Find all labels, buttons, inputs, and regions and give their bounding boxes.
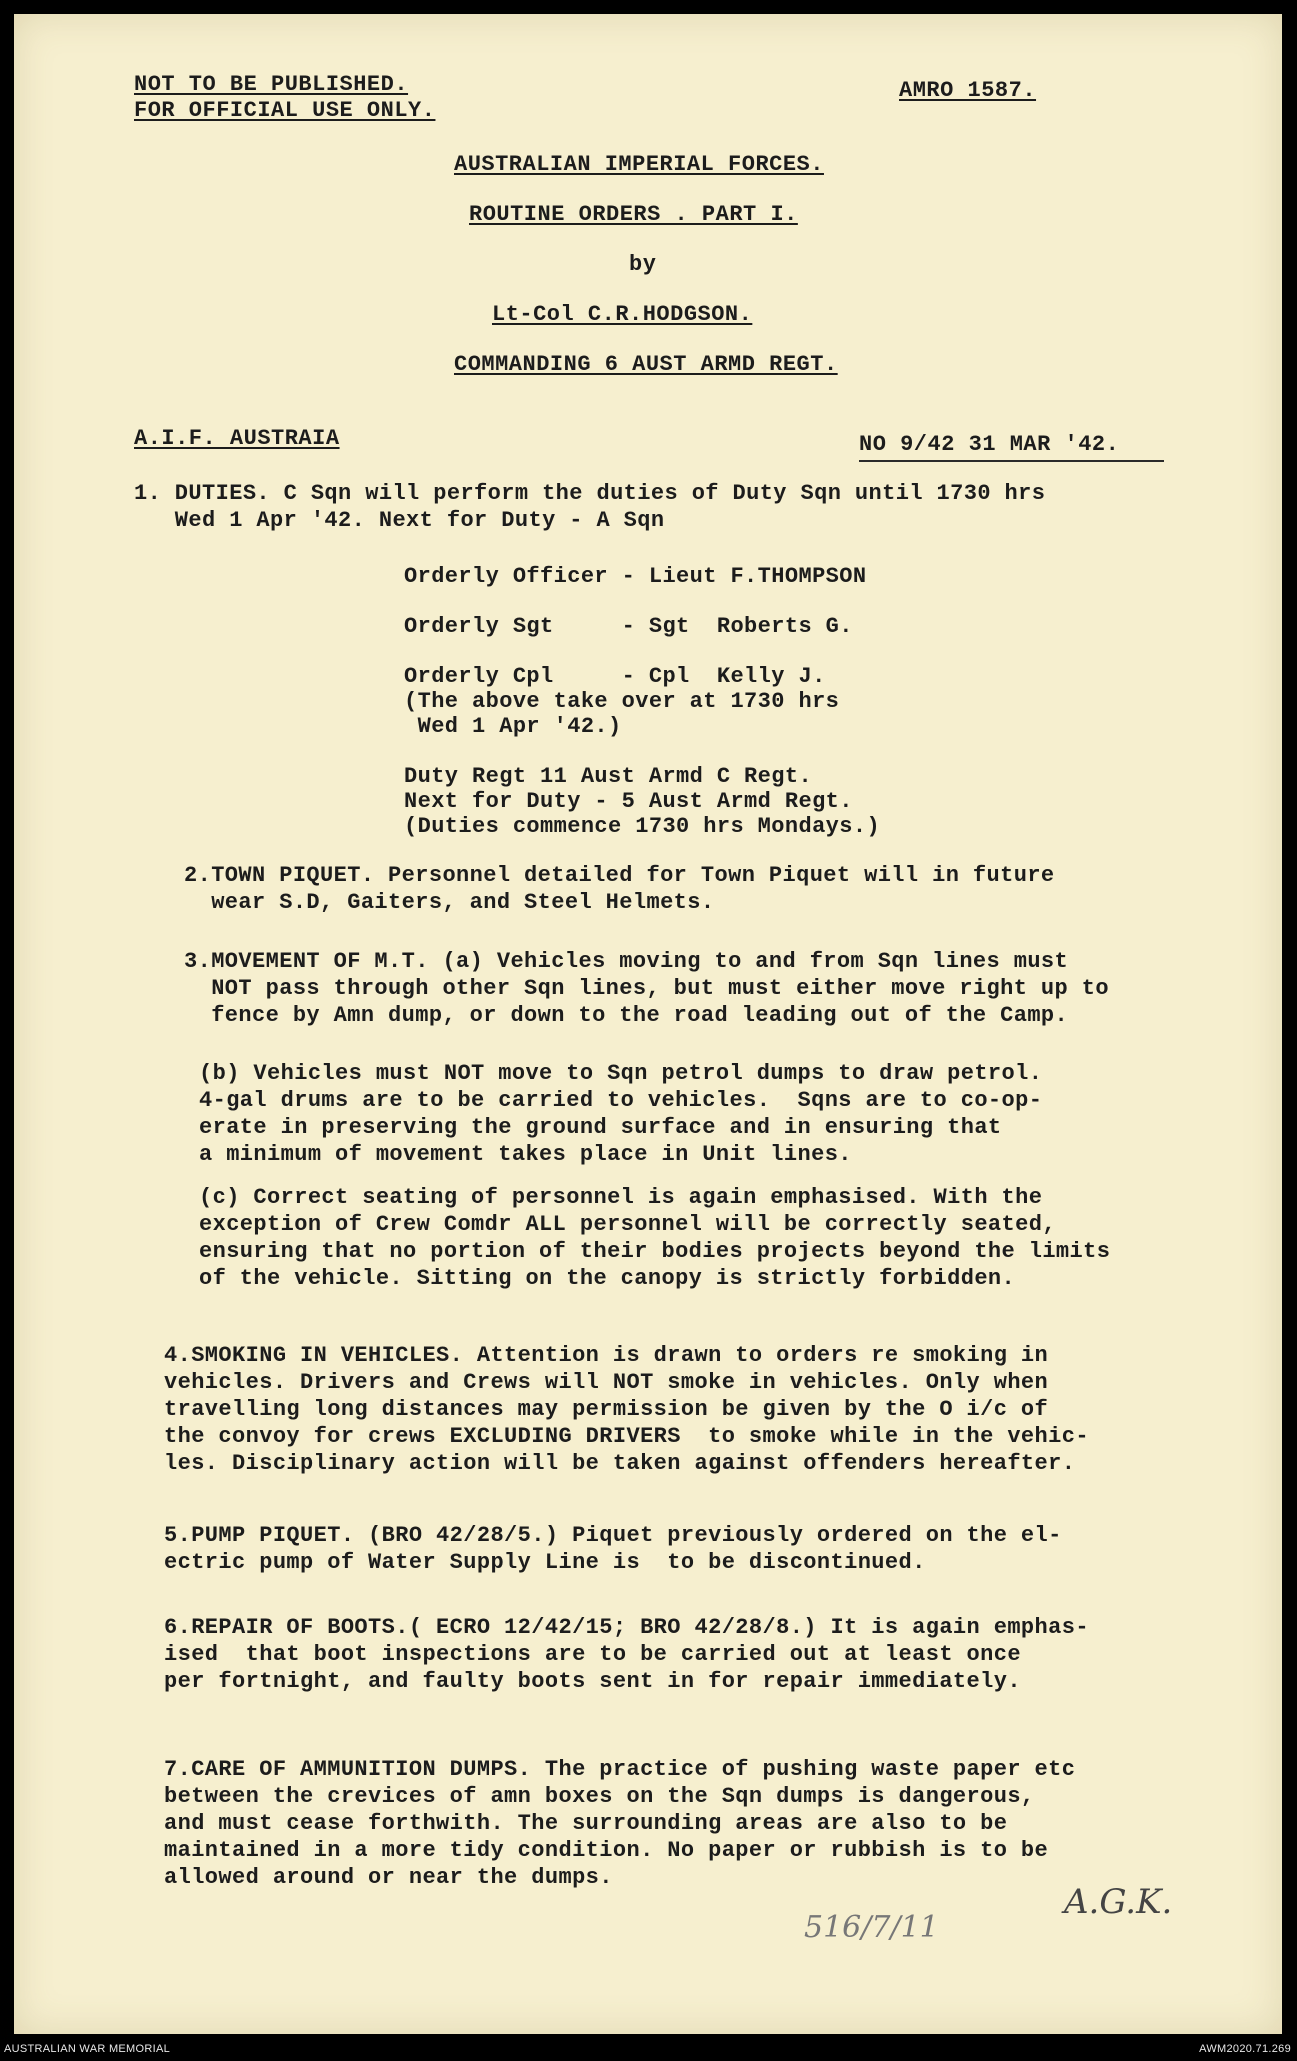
header-underline <box>859 460 1164 462</box>
official-use-notice: FOR OFFICIAL USE ONLY. <box>134 98 436 123</box>
document-page <box>14 14 1282 2034</box>
title-line-4: Lt-Col C.R.HODGSON. <box>492 302 753 327</box>
item-1-duty-roster: Orderly Officer - Lieut F.THOMPSON Orderly Sgt - Sgt Roberts G. Orderly Cpl - Cpl Kelly J. (The above take over at 1730 hrs Wed 1 Apr '42.) Duty Regt 11 Aust Armd C Regt. Next for Duty - 5 Aust Armd Regt. (Duties commence 1730 hrs Mondays.) <box>404 564 881 839</box>
reference-number: AMRO 1587. <box>899 78 1037 103</box>
title-line-2: ROUTINE ORDERS . PART I. <box>469 202 798 227</box>
handwritten-initials: A.G.K. <box>1064 1882 1173 1922</box>
item-5-pump-piquet: 5.PUMP PIQUET. (BRO 42/28/5.) Piquet previously ordered on the el- ectric pump of Water Supply Line is to be discontinued. <box>164 1523 1062 1575</box>
title-line-3: by <box>629 252 657 277</box>
location: A.I.F. AUSTRAIA <box>134 426 340 451</box>
item-3-movement-of-mt: 3.MOVEMENT OF M.T. (a) Vehicles moving to and from Sqn lines must NOT pass through other Sqn lines, but must either move right up to fence by Amn dump, or down to the road leading out of the Camp. <box>184 949 1109 1028</box>
item-7-ammunition-dumps: 7.CARE OF AMMUNITION DUMPS. The practice of pushing waste paper etc between the crevices of amn boxes on the Sqn dumps is dangerous, and must cease forthwith. The surrounding areas are also to be maintained in a more tidy condition. No paper or rubbish is to be allowed around or near the dumps. <box>164 1757 1076 1890</box>
item-1-duties: 1. DUTIES. C Sqn will perform the duties of Duty Sqn until 1730 hrs Wed 1 Apr '42. Next for Duty - A Sqn <box>134 481 1046 533</box>
archive-credit: AUSTRALIAN WAR MEMORIAL <box>4 2043 171 2055</box>
item-6-repair-of-boots: 6.REPAIR OF BOOTS.( ECRO 12/42/15; BRO 42/28/8.) It is again emphas- ised that boot inspections are to be carried out at least once per fortnight, and faulty boots sent in for repair immediately. <box>164 1615 1089 1694</box>
item-4-smoking: 4.SMOKING IN VEHICLES. Attention is drawn to orders re smoking in vehicles. Drivers and Crews will NOT smoke in vehicles. Only when travelling long distances may permission be given by the O i/c of the convoy for crews EXCLUDING DRIVERS to smoke while in the vehic- les. Disciplinary action will be taken against offenders hereafter. <box>164 1343 1089 1476</box>
archive-id: AWM2020.71.269 <box>1199 2043 1291 2055</box>
item-3b-petrol: (b) Vehicles must NOT move to Sqn petrol dumps to draw petrol. 4-gal drums are to be carried to vehicles. Sqns are to co-op- erate in preserving the ground surface and in ensuring that a minimum of movement takes place in Unit lines. <box>199 1061 1043 1167</box>
title-line-5: COMMANDING 6 AUST ARMD REGT. <box>454 352 838 377</box>
title-line-1: AUSTRALIAN IMPERIAL FORCES. <box>454 152 824 177</box>
publication-restriction: NOT TO BE PUBLISHED. <box>134 72 409 97</box>
handwritten-file-reference: 516/7/11 <box>804 1910 939 1945</box>
order-number-date: NO 9/42 31 MAR '42. <box>859 432 1120 457</box>
item-2-town-piquet: 2.TOWN PIQUET. Personnel detailed for Town Piquet will in future wear S.D, Gaiters, and Steel Helmets. <box>184 863 1055 915</box>
item-3c-seating: (c) Correct seating of personnel is again emphasised. With the exception of Crew Comdr ALL personnel will be correctly seated, ensuring that no portion of their bodies projects beyond the limits of the vehicle. Sitting on the canopy is strictly forbidden. <box>199 1185 1111 1291</box>
